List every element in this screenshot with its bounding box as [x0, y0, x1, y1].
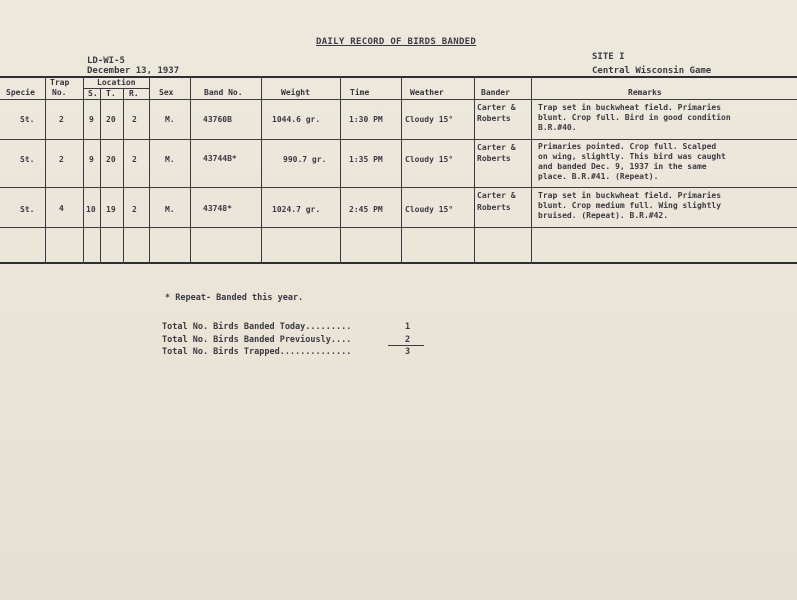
row-1-section: 9 — [89, 115, 94, 124]
total-trapped-label: Total No. Birds Trapped.............. — [162, 347, 352, 357]
row-2-specie: St. — [20, 155, 35, 164]
row-1-bander-1: Carter & — [477, 103, 516, 112]
row-1-range: 2 — [132, 115, 137, 124]
header-divider — [0, 99, 797, 100]
header-trap: Trap — [50, 78, 70, 87]
header-sex: Sex — [159, 88, 174, 97]
column-rule — [474, 76, 475, 264]
row-2-bander-1: Carter & — [477, 143, 516, 152]
header-trap-no: No. — [52, 88, 67, 97]
column-rule — [123, 88, 124, 264]
row-1-weight: 1044.6 gr. — [272, 115, 321, 124]
row-2-remarks: Primaries pointed. Crop full. Scalped on wing, slightly. This bird was caught and banded Dec. 9, 1937 in the same place. B.R.#41. (Repeat). — [538, 142, 726, 181]
row-1-weather: Cloudy 15° — [405, 115, 454, 124]
total-banded-previously-value: 2 — [405, 335, 411, 345]
row-2-trap: 2 — [59, 155, 64, 164]
header-weight: Weight — [281, 88, 310, 97]
column-rule — [261, 76, 262, 264]
row-3-time: 2:45 PM — [349, 205, 383, 214]
row-2-sex: M. — [165, 155, 175, 164]
row-3-band-no: 43748* — [203, 204, 232, 213]
header-location-r: R. — [129, 89, 139, 98]
row-1-trap: 2 — [59, 115, 64, 124]
row-2-range: 2 — [132, 155, 137, 164]
header-remarks: Remarks — [628, 88, 662, 97]
row-3-weight: 1024.7 gr. — [272, 205, 321, 214]
previous-value-underline — [388, 345, 424, 346]
row-2-time: 1:35 PM — [349, 155, 383, 164]
site-name: Central Wisconsin Game — [592, 66, 712, 76]
row-1-band-no: 43760B — [203, 115, 232, 124]
row-divider — [0, 227, 797, 228]
row-1-remarks: Trap set in buckwheat field. Primaries blunt. Crop full. Bird in good condition B.R.#40. — [538, 103, 731, 132]
header-time: Time — [350, 88, 370, 97]
sheet-code: LD-WI-5 — [87, 56, 125, 66]
total-banded-today-label: Total No. Birds Banded Today......... — [162, 322, 352, 332]
column-rule — [83, 76, 84, 264]
site-label: SITE I — [592, 52, 625, 62]
row-1-bander-2: Roberts — [477, 114, 511, 123]
total-banded-today-value: 1 — [405, 322, 411, 332]
row-2-weight: 990.7 gr. — [283, 155, 327, 164]
row-2-band-no: 43744B* — [203, 154, 237, 163]
column-rule — [531, 76, 532, 264]
row-3-trap: 4 — [59, 204, 64, 213]
header-location-s: S. — [88, 89, 98, 98]
column-rule — [45, 76, 46, 264]
row-1-specie: St. — [20, 115, 35, 124]
column-rule — [401, 76, 402, 264]
row-2-section: 9 — [89, 155, 94, 164]
row-3-township: 19 — [106, 205, 116, 214]
header-location-t: T. — [106, 89, 116, 98]
column-rule — [100, 88, 101, 264]
row-2-weather: Cloudy 15° — [405, 155, 454, 164]
row-3-sex: M. — [165, 205, 175, 214]
header-specie: Specie — [6, 88, 35, 97]
row-2-bander-2: Roberts — [477, 154, 511, 163]
total-trapped-value: 3 — [405, 347, 411, 357]
row-3-bander-2: Roberts — [477, 203, 511, 212]
repeat-note: * Repeat- Banded this year. — [165, 293, 304, 303]
row-3-range: 2 — [132, 205, 137, 214]
row-1-township: 20 — [106, 115, 116, 124]
row-1-sex: M. — [165, 115, 175, 124]
row-3-bander-1: Carter & — [477, 191, 516, 200]
column-rule — [190, 76, 191, 264]
header-weather: Weather — [410, 88, 444, 97]
document-title: DAILY RECORD OF BIRDS BANDED — [316, 37, 477, 47]
sheet-date: December 13, 1937 — [87, 66, 180, 76]
row-1-time: 1:30 PM — [349, 115, 383, 124]
row-2-township: 20 — [106, 155, 116, 164]
row-3-section: 10 — [86, 205, 96, 214]
column-rule — [149, 76, 150, 264]
header-bander: Bander — [481, 88, 510, 97]
row-3-specie: St. — [20, 205, 35, 214]
column-rule — [340, 76, 341, 264]
row-3-remarks: Trap set in buckwheat field. Primaries blunt. Crop medium full. Wing slightly bruised. (Repeat). B.R.#42. — [538, 191, 722, 220]
header-band-no: Band No. — [204, 88, 243, 97]
row-3-weather: Cloudy 15° — [405, 205, 454, 214]
total-banded-previously-label: Total No. Birds Banded Previously.... — [162, 335, 352, 345]
row-divider — [0, 139, 797, 140]
row-divider — [0, 187, 797, 188]
header-location: Location — [97, 78, 136, 87]
